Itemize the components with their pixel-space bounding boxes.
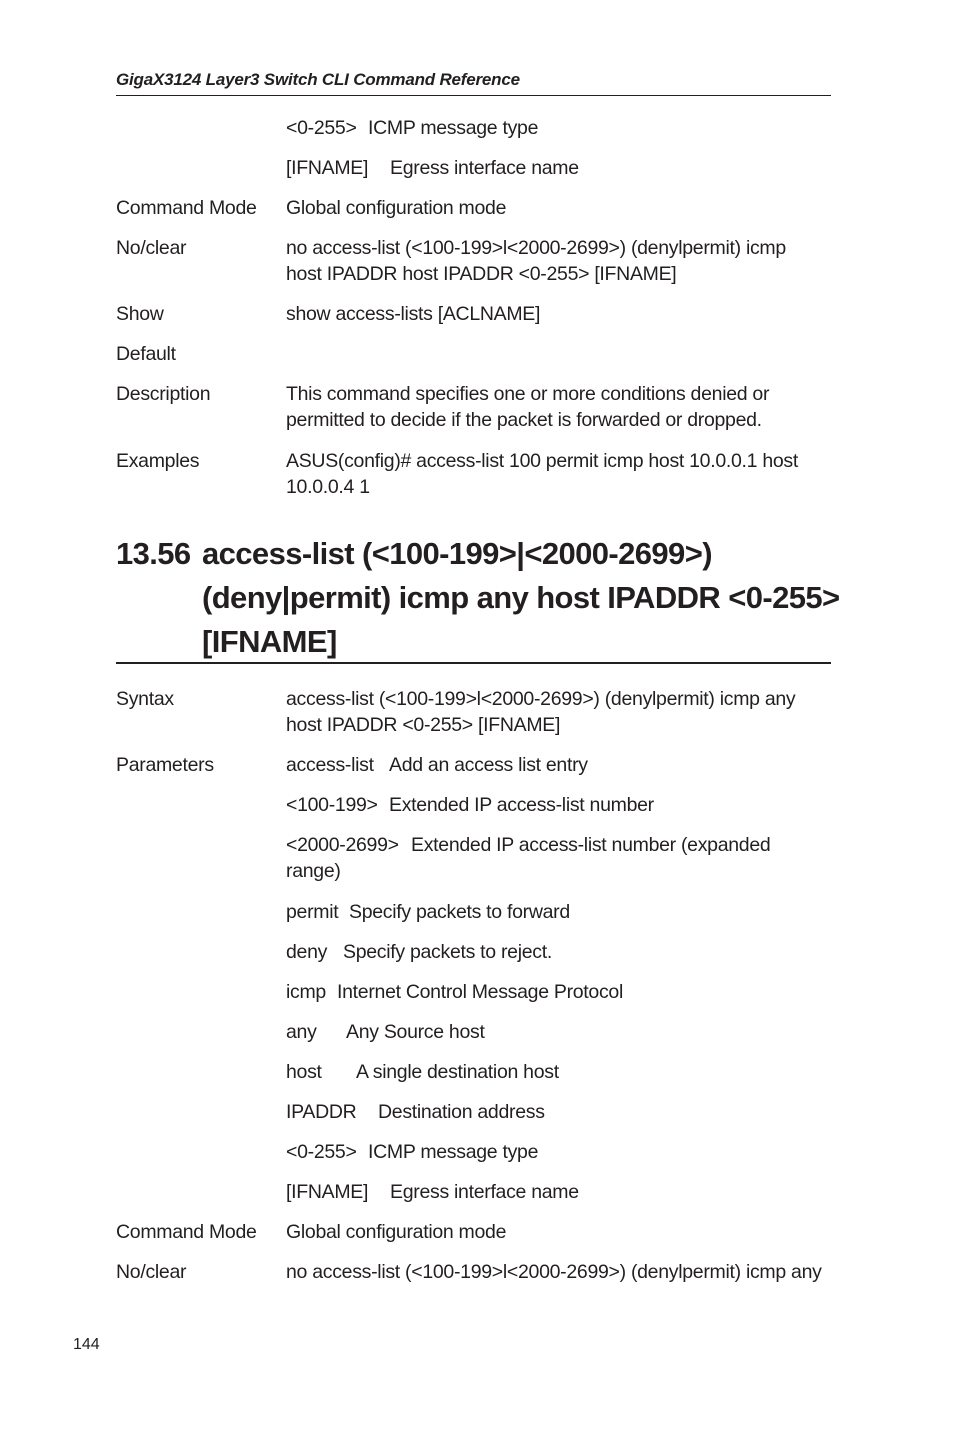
- param-value: [286, 1099, 834, 1125]
- param-value: [286, 1179, 834, 1205]
- param-name: access-list: [286, 754, 374, 776]
- param-desc-continued: range): [286, 860, 341, 882]
- param-name: any: [286, 1021, 317, 1043]
- param-desc: Any Source host: [346, 1021, 485, 1043]
- param-name: <2000-2699>: [286, 834, 399, 856]
- param-name: icmp: [286, 981, 326, 1003]
- default-label: Default: [116, 343, 176, 365]
- running-header: GigaX3124 Layer3 Switch CLI Command Reference: [116, 70, 520, 89]
- param-name: <0-255>: [286, 117, 357, 139]
- param-value: [286, 1059, 834, 1085]
- param-value: [286, 899, 834, 925]
- param-value: [286, 115, 834, 141]
- examples-value: [286, 448, 834, 500]
- param-value: [286, 979, 834, 1005]
- command-mode-value: Global configuration mode: [286, 1221, 507, 1243]
- param-desc: Add an access list entry: [389, 754, 588, 776]
- show-label: Show: [116, 303, 164, 325]
- param-desc: Egress interface name: [390, 1181, 579, 1203]
- param-desc: Specify packets to reject.: [343, 941, 552, 963]
- param-desc: Internet Control Message Protocol: [337, 981, 623, 1003]
- parameters-label: Parameters: [116, 754, 214, 776]
- param-name: <0-255>: [286, 1141, 357, 1163]
- param-desc: Specify packets to forward: [349, 901, 570, 923]
- param-value: [286, 1019, 834, 1045]
- param-name: host: [286, 1061, 322, 1083]
- param-value: [286, 155, 834, 181]
- noclear-label: No/clear: [116, 237, 187, 259]
- syntax-line-2: host IPADDR <0-255> [IFNAME]: [286, 714, 561, 736]
- param-desc: Extended IP access-list number: [389, 794, 654, 816]
- param-value: [286, 792, 834, 818]
- param-desc: Egress interface name: [390, 157, 579, 179]
- syntax-label: Syntax: [116, 688, 174, 710]
- examples-label: Examples: [116, 450, 200, 472]
- section-title-line-3: [IFNAME]: [202, 624, 337, 659]
- param-desc: A single destination host: [356, 1061, 559, 1083]
- examples-line-2: 10.0.0.4 1: [286, 476, 370, 498]
- section-title-line-2: (deny|permit) icmp any host IPADDR <0-255>: [202, 580, 840, 615]
- param-name: [IFNAME]: [286, 1181, 369, 1203]
- param-desc: Extended IP access-list number (expanded: [411, 834, 771, 856]
- param-desc: ICMP message type: [368, 1141, 539, 1163]
- noclear-value: no access-list (<100-199>l<2000-2699>) (denylpermit) icmp any: [286, 1261, 822, 1283]
- section-title-line-1: access-list (<100-199>|<2000-2699>): [202, 536, 712, 571]
- param-value: [286, 752, 834, 778]
- syntax-value: [286, 686, 834, 738]
- noclear-line-2: host IPADDR host IPADDR <0-255> [IFNAME]: [286, 263, 677, 285]
- section-rule: [116, 662, 831, 664]
- syntax-line-1: access-list (<100-199>l<2000-2699>) (denylpermit) icmp any: [286, 688, 796, 710]
- param-name: <100-199>: [286, 794, 378, 816]
- description-line-1: This command specifies one or more conditions denied or: [286, 383, 770, 405]
- noclear-value: [286, 235, 834, 287]
- param-value: [286, 1139, 834, 1165]
- param-name: permit: [286, 901, 339, 923]
- header-rule: [116, 95, 831, 96]
- command-mode-label: Command Mode: [116, 197, 257, 219]
- param-name: [IFNAME]: [286, 157, 369, 179]
- page-number: 144: [73, 1336, 100, 1353]
- param-value: [286, 832, 834, 884]
- param-value: [286, 939, 834, 965]
- param-desc: Destination address: [378, 1101, 545, 1123]
- description-line-2: permitted to decide if the packet is forwarded or dropped.: [286, 409, 762, 431]
- section-title: [202, 532, 842, 664]
- description-value: [286, 381, 834, 433]
- param-desc: ICMP message type: [368, 117, 539, 139]
- command-mode-label: Command Mode: [116, 1221, 257, 1243]
- examples-line-1: ASUS(config)# access-list 100 permit icmp host 10.0.0.1 host: [286, 450, 798, 472]
- noclear-label: No/clear: [116, 1261, 187, 1283]
- section-number: 13.56: [116, 536, 191, 571]
- command-mode-value: Global configuration mode: [286, 197, 507, 219]
- noclear-line-1: no access-list (<100-199>l<2000-2699>) (denylpermit) icmp: [286, 237, 786, 259]
- show-value: show access-lists [ACLNAME]: [286, 303, 541, 325]
- param-name: IPADDR: [286, 1101, 357, 1123]
- param-name: deny: [286, 941, 328, 963]
- description-label: Description: [116, 383, 211, 405]
